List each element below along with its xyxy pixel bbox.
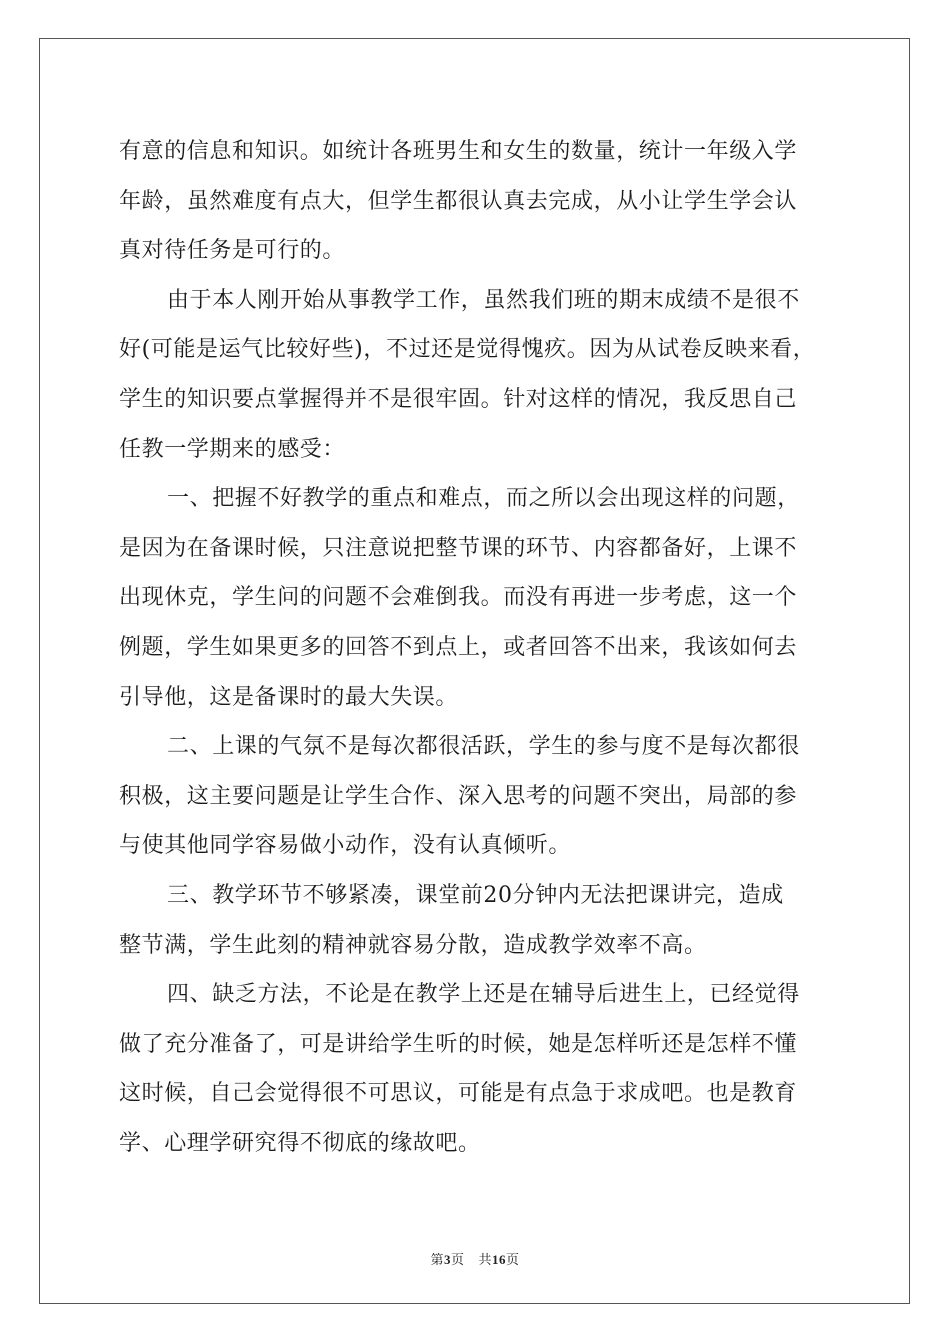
text-line: 这时候，自己会觉得很不可思议，可能是有点急于求成吧。也是教育 bbox=[119, 1081, 798, 1107]
text-line: 做了充分准备了，可是讲给学生听的时候，她是怎样听还是怎样不懂 bbox=[119, 1031, 798, 1057]
text-line: 四、缺乏方法，不论是在教学上还是在辅导后进生上，已经觉得 bbox=[167, 982, 800, 1008]
text-line: 年龄，虽然难度有点大，但学生都很认真去完成，从小让学生学会认 bbox=[119, 188, 798, 214]
text-line: 一、把握不好教学的重点和难点，而之所以会出现这样的问题， bbox=[167, 486, 800, 512]
text-line: 二、上课的气氛不是每次都很活跃，学生的参与度不是每次都很 bbox=[167, 734, 800, 760]
total-prefix: 共 bbox=[478, 1252, 493, 1267]
document-body bbox=[119, 127, 835, 1168]
text-line: 有意的信息和知识。如统计各班男生和女生的数量，统计一年级入学 bbox=[119, 139, 798, 164]
text-line: 是因为在备课时候，只注意说把整节课的环节、内容都备好，上课不 bbox=[119, 535, 798, 561]
text-line: 整节满，学生此刻的精神就容易分散，造成教学效率不高。 bbox=[119, 932, 707, 958]
total-pages: 16 bbox=[492, 1252, 507, 1267]
page-number: 3 bbox=[443, 1252, 451, 1267]
page-suffix: 页 bbox=[450, 1252, 465, 1267]
text-line: 任教一学期来的感受： bbox=[119, 436, 346, 462]
text-line: 例题，学生如果更多的回答不到点上，或者回答不出来，我该如何去 bbox=[119, 634, 798, 660]
total-suffix: 页 bbox=[506, 1252, 520, 1267]
text-line: 学、心理学研究得不彻底的缘故吧。 bbox=[119, 1130, 481, 1156]
text-line: 与使其他同学容易做小动作，没有认真倾听。 bbox=[119, 833, 572, 859]
text-line: 出现休克，学生问的问题不会难倒我。而没有再进一步考虑，这一个 bbox=[119, 585, 798, 611]
text-line: 三、教学环节不够紧凑，课堂前20分钟内无法把课讲完，造成 bbox=[167, 882, 784, 908]
text-line: 由于本人刚开始从事教学工作，虽然我们班的期末成绩不是很不 bbox=[167, 287, 800, 313]
text-line: 学生的知识要点掌握得并不是很牢固。针对这样的情况，我反思自己 bbox=[119, 386, 798, 412]
page-footer bbox=[0, 1249, 950, 1268]
text-line: 积极，这主要问题是让学生合作、深入思考的问题不突出，局部的参 bbox=[119, 783, 798, 809]
text-line: 好(可能是运气比较好些)，不过还是觉得愧疚。因为从试卷反映来看， bbox=[119, 337, 816, 363]
page-prefix: 第 bbox=[430, 1252, 444, 1267]
text-line: 真对待任务是可行的。 bbox=[119, 238, 346, 264]
text-line: 引导他，这是备课时的最大失误。 bbox=[119, 684, 459, 710]
